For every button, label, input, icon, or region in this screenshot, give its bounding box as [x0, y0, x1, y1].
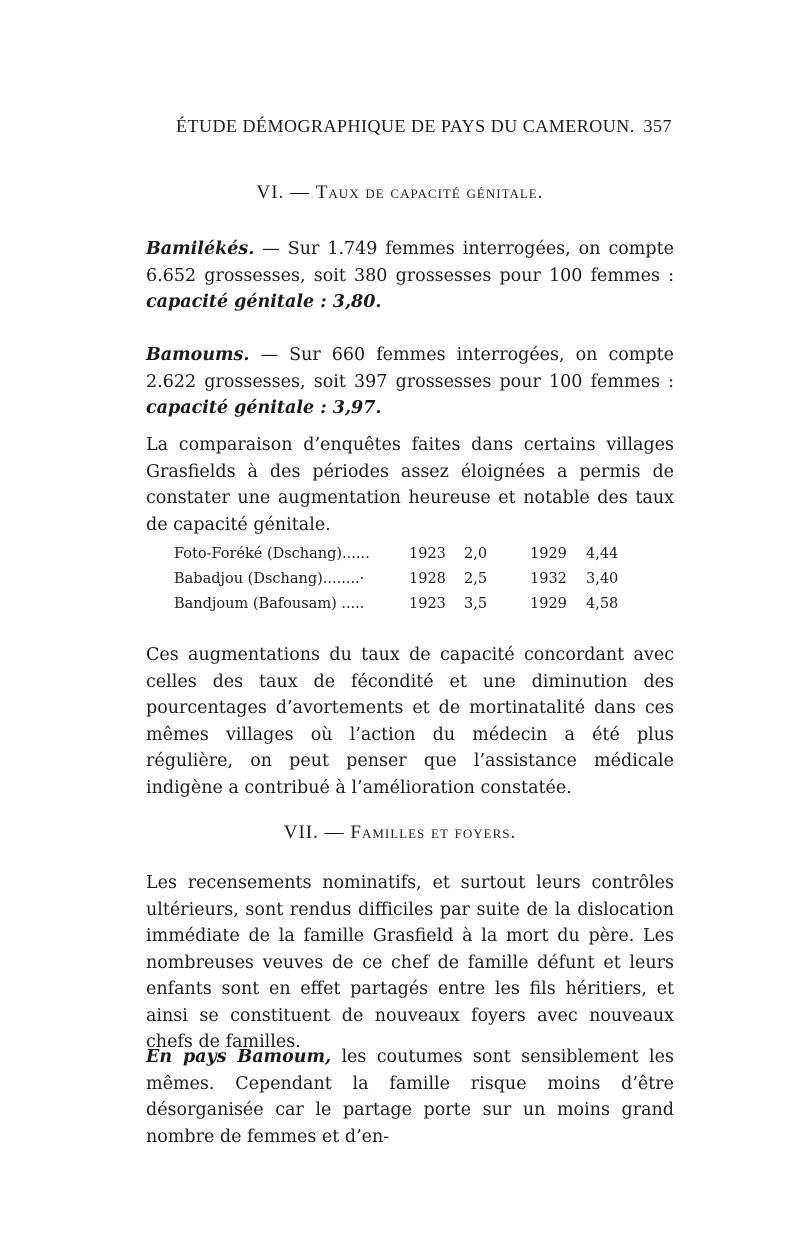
year-1: 1928	[409, 571, 446, 587]
year-2: 1929	[530, 596, 567, 612]
paragraph-body: — Sur 1.749 femmes interrogées, on compte 6.652 grossesses, soit 380 grossesses pour 100 femmes :	[146, 239, 674, 286]
table-row	[174, 571, 654, 596]
rate-1: 2,5	[464, 571, 488, 587]
year-2: 1929	[530, 546, 567, 562]
village-name: Foto-Foréké (Dschang)......	[174, 546, 370, 562]
paragraph-emphasis: capacité génitale : 3,97.	[146, 398, 382, 418]
paragraph-bamoums	[146, 342, 674, 422]
rate-1: 2,0	[464, 546, 488, 562]
paragraph-body: les coutumes sont sensiblement les mêmes. Cependant la famille risque moins d’être désorganisée car le partage porte sur un moins grand nombre de femmes et d’en-	[146, 1047, 674, 1147]
paragraph-bamoum	[146, 1044, 674, 1150]
paragraph-lead: Bamilékés.	[146, 239, 255, 259]
section-title: Familles et foyers.	[350, 822, 517, 843]
paragraph-lead: En pays Bamoum,	[146, 1047, 332, 1067]
village-name: Babadjou (Dschang)........·	[174, 571, 365, 587]
section-heading-vii	[0, 822, 800, 844]
year-2: 1932	[530, 571, 567, 587]
running-title: ÉTUDE DÉMOGRAPHIQUE DE PAYS DU CAMEROUN.	[176, 116, 635, 136]
paragraph-comparaison: La comparaison d’enquêtes faites dans certains villages Grasfields à des périodes assez éloignées a permis de constater une augmentation heureuse et notable des taux de capacité génitale.	[146, 435, 674, 535]
capacity-table	[174, 546, 654, 621]
table-row	[174, 596, 654, 621]
paragraph-recensements: Les recensements nominatifs, et surtout leurs contrôles ultérieurs, sont rendus difficiles par suite de la dislocation immédiate de la famille Grasfield à la mort du père. Les nombreuses veuves de ce chef de famille défunt et leurs enfants sont en effet partagés entre les fils héritiers, et ainsi se constituent de nouveaux foyers avec nouveaux chefs de familles.	[146, 873, 674, 1052]
section-number: VI. —	[256, 182, 311, 203]
paragraph-emphasis: capacité génitale : 3,80.	[146, 292, 382, 312]
rate-1: 3,5	[464, 596, 488, 612]
rate-2: 4,44	[586, 546, 619, 562]
village-name: Bandjoum (Bafousam) .....	[174, 596, 365, 612]
paragraph-body: — Sur 660 femmes interrogées, on compte 2.622 grossesses, soit 397 grossesses pour 100 femmes :	[146, 345, 674, 392]
rate-2: 3,40	[586, 571, 619, 587]
paragraph-lead: Bamoums.	[146, 345, 250, 365]
section-title: Taux de capacité génitale.	[315, 182, 544, 203]
running-header	[176, 116, 672, 137]
paragraph-bamilekes	[146, 236, 674, 316]
section-heading-vi	[0, 182, 800, 204]
section-number: VII. —	[283, 822, 345, 843]
rate-2: 4,58	[586, 596, 619, 612]
year-1: 1923	[409, 596, 446, 612]
table-row	[174, 546, 654, 571]
paragraph-augmentations: Ces augmentations du taux de capacité concordant avec celles des taux de fécondité et une diminution des pourcentages d’avortements et de mortinatalité dans ces mêmes villages où l’action du médecin a été plus régulière, on peut penser que l’assistance médicale indigène a contribué à l’amélioration constatée.	[146, 645, 674, 798]
year-1: 1923	[409, 546, 446, 562]
page-number: 357	[643, 116, 672, 136]
